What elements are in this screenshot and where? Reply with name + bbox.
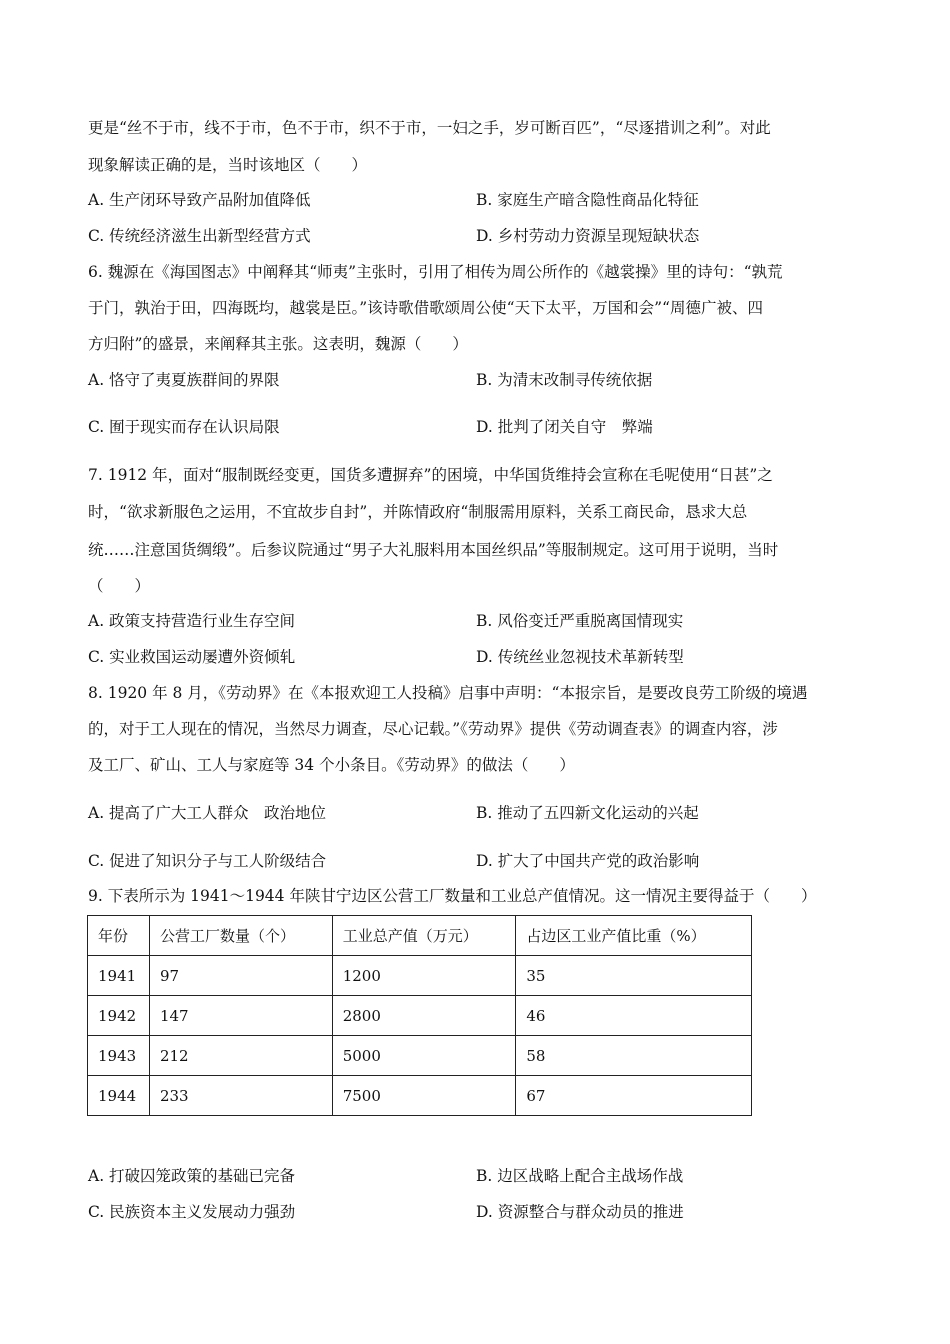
table-cell: 46 — [516, 996, 752, 1036]
q5-option-c[interactable]: C. 传统经济滋生出新型经营方式 — [88, 227, 311, 245]
q5-stem-line-1: 更是“丝不于市，线不于市，色不于市，织不于市，一妇之手，岁可断百匹”，“尽逐措训之利”。对此 — [88, 119, 771, 137]
table-cell: 35 — [516, 956, 752, 996]
table-cell: 233 — [149, 1076, 332, 1116]
q7-option-c[interactable]: C. 实业救国运动屡遭外资倾轧 — [88, 648, 296, 666]
q6-stem-line-2: 于门，孰治于田，四海既均，越裳是臣。”该诗歌借歌颂周公使“天下太平，万国和会”“周德广被、四 — [88, 299, 763, 317]
table-cell: 1941 — [88, 956, 150, 996]
table-cell: 7500 — [332, 1076, 516, 1116]
table-row — [88, 1076, 752, 1116]
q6-stem-line-1: 6. 魏源在《海国图志》中阐释其“师夷”主张时，引用了相传为周公所作的《越裳操》里的诗句：“孰荒 — [88, 263, 783, 281]
q9-option-a[interactable]: A. 打破囚笼政策的基础已完备 — [88, 1167, 296, 1185]
q8-option-a[interactable]: A. 提高了广大工人群众 政治地位 — [88, 804, 327, 822]
table-cell: 147 — [149, 996, 332, 1036]
table-cell: 5000 — [332, 1036, 516, 1076]
q7-stem-line-4: （ ） — [88, 577, 151, 595]
table-header-cell: 工业总产值（万元） — [332, 916, 516, 956]
table-row — [88, 1036, 752, 1076]
q7-stem-line-1: 7. 1912 年，面对“服制既经变更，国货多遭摒弃”的困境，中华国货维持会宣称在毛呢使用“日甚”之 — [88, 466, 773, 484]
table-cell: 2800 — [332, 996, 516, 1036]
table-cell: 97 — [149, 956, 332, 996]
q5-option-b[interactable]: B. 家庭生产暗含隐性商品化特征 — [476, 191, 699, 209]
table-cell: 1200 — [332, 956, 516, 996]
table-row — [88, 956, 752, 996]
table-header-cell: 年份 — [88, 916, 150, 956]
table-cell: 1943 — [88, 1036, 150, 1076]
q7-stem-line-2: 时，“欲求新服色之运用，不宜故步自封”，并陈情政府“制服需用原料，关系工商民命，恳求大总 — [88, 503, 748, 521]
q7-option-a[interactable]: A. 政策支持营造行业生存空间 — [88, 612, 296, 630]
q6-stem-line-3: 方归附”的盛景，来阐释其主张。这表明，魏源（ ） — [88, 335, 468, 353]
table-header-row — [88, 916, 752, 956]
table-row — [88, 996, 752, 1036]
q8-option-b[interactable]: B. 推动了五四新文化运动的兴起 — [476, 804, 699, 822]
q8-stem-line-1: 8. 1920 年 8 月，《劳动界》在《本报欢迎工人投稿》启事中声明：“本报宗旨，是要改良劳工阶级的境遇 — [88, 684, 808, 702]
table-header-cell: 占边区工业产值比重（%） — [516, 916, 752, 956]
q9-option-c[interactable]: C. 民族资本主义发展动力强劲 — [88, 1203, 296, 1221]
q6-option-b[interactable]: B. 为清末改制寻传统依据 — [476, 371, 653, 389]
q9-option-d[interactable]: D. 资源整合与群众动员的推进 — [476, 1203, 684, 1221]
q7-option-d[interactable]: D. 传统丝业忽视技术革新转型 — [476, 648, 684, 666]
table-cell: 1944 — [88, 1076, 150, 1116]
q7-stem-line-3: 统……注意国货绸缎”。后参议院通过“男子大礼服料用本国丝织品”等服制规定。这可用于说明，当时 — [88, 541, 779, 559]
factory-output-table — [87, 915, 752, 1116]
table-cell: 67 — [516, 1076, 752, 1116]
q9-stem-line-1: 9. 下表所示为 1941～1944 年陕甘宁边区公营工厂数量和工业总产值情况。这一情况主要得益于（ ） — [88, 887, 817, 905]
q8-stem-line-2: 的，对于工人现在的情况，当然尽力调查，尽心记载。”《劳动界》提供《劳动调查表》的调查内容，涉 — [88, 720, 778, 738]
table-cell: 1942 — [88, 996, 150, 1036]
q8-option-d[interactable]: D. 扩大了中国共产党的政治影响 — [476, 852, 700, 870]
q7-option-b[interactable]: B. 风俗变迁严重脱离国情现实 — [476, 612, 684, 630]
table-cell: 58 — [516, 1036, 752, 1076]
q5-stem-line-2: 现象解读正确的是，当时该地区（ ） — [88, 156, 368, 174]
q6-option-a[interactable]: A. 恪守了夷夏族群间的界限 — [88, 371, 280, 389]
q9-option-b[interactable]: B. 边区战略上配合主战场作战 — [476, 1167, 684, 1185]
table-cell: 212 — [149, 1036, 332, 1076]
q8-option-c[interactable]: C. 促进了知识分子与工人阶级结合 — [88, 852, 327, 870]
q8-stem-line-3: 及工厂、矿山、工人与家庭等 34 个小条目。《劳动界》的做法（ ） — [88, 756, 575, 774]
q6-option-d[interactable]: D. 批判了闭关自守 弊端 — [476, 418, 653, 436]
q5-option-d[interactable]: D. 乡村劳动力资源呈现短缺状态 — [476, 227, 700, 245]
q6-option-c[interactable]: C. 囿于现实而存在认识局限 — [88, 418, 280, 436]
table-header-cell: 公营工厂数量（个） — [149, 916, 332, 956]
q5-option-a[interactable]: A. 生产闭环导致产品附加值降低 — [88, 191, 311, 209]
